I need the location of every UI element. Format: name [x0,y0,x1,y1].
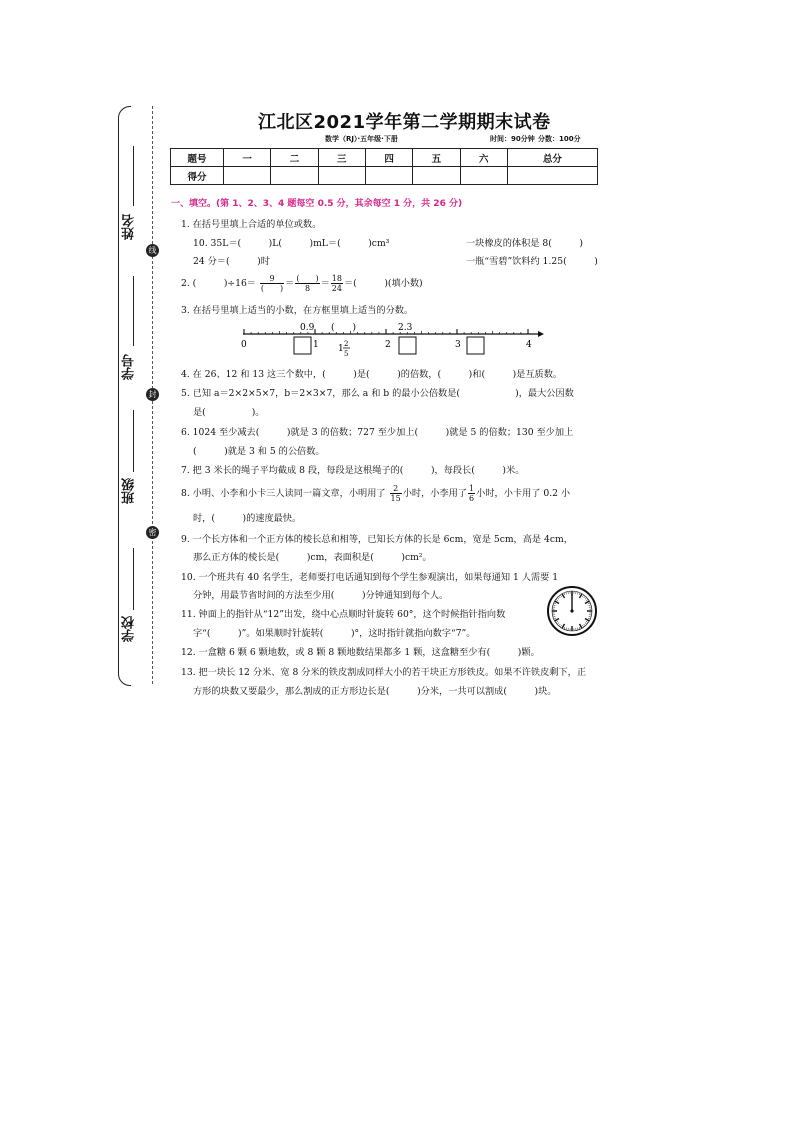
mixed-numerator: 2 [344,340,349,348]
question-1: 1. 在括号里填上合适的单位或数。 [181,219,322,230]
label-0: 0 [241,340,247,350]
label-2: 2 [385,340,391,350]
score-cell[interactable] [271,167,318,185]
q8a-pre: 8. 小明、小李和小卡三人读同一篇文章，小明用了 [181,488,386,499]
q8-f1-numerator: 2 [390,484,402,494]
question-6b: ( )就是 3 和 5 的公倍数。 [193,446,325,457]
score-table-header-row [171,149,598,167]
question-1a: 10. 35L＝( )L( )mL＝( )cm³ [193,238,390,249]
question-9a: 9. 一个长方体和一个正方体的棱长总和相等，已知长方体的长是 6cm，宽是 5cm，高是 4cm， [181,534,573,545]
question-2: 2. ( )÷16＝ $\frac{9}{( )}$ ＝ $\frac{( )}{8}$ ＝ $\frac{18}{24}$ ＝( )(填小数) [181,274,423,293]
question-10b: 分钟，用最节省时间的方法至少用( )分钟通知到每个人。 [193,590,449,601]
question-1d: 一瓶“雪碧”饮料约 1.25( ) [466,256,598,267]
q2-fraction-3 [331,274,343,293]
school-field[interactable] [118,546,142,676]
mixed-denominator: 5 [344,350,349,358]
question-5b: 是( )。 [193,407,265,418]
q8a-post: 小时，小卡用了 0.2 小 [476,488,571,499]
subject-info: 数学（RJ）·五年级·下册 [325,135,398,143]
question-6a: 6. 1024 至少减去( )就是 3 的倍数；727 至少加上( )就是 5 的倍数；130 至少加上 [181,427,574,438]
score-table-col: 四 [365,149,412,167]
score-cell[interactable] [460,167,507,185]
student-id-label: 学号 [122,354,137,380]
question-13b: 方形的块数又要最少，那么割成的正方形边长是( )分米，一共可以割成( )块。 [193,686,557,697]
student-id-field[interactable] [118,266,142,396]
question-8b: 时，( )的速度最快。 [193,513,302,524]
score-table-col: 三 [318,149,365,167]
question-11b: 字“( )”。如果顺时针旋转( )°，这时指针就指向数字“7”。 [193,628,476,639]
seal-xian: 线 [146,244,159,257]
q2-f2-numerator: ( ) [296,274,319,283]
score-table-score-row [171,167,598,185]
label-1: 1 [313,340,319,350]
time-info: 时间：90分钟 [490,135,535,143]
score-table [170,148,598,185]
class-field[interactable] [118,406,142,516]
question-7: 7. 把 3 米长的绳子平均截成 8 段，每段是这根绳子的( )，每段长( )米。 [181,465,525,476]
score-table-col: 总分 [507,149,597,167]
name-line [133,146,134,206]
q8-f2-numerator: 1 [469,484,475,493]
label-4: 4 [526,340,532,350]
q8a-mid: 小时，小李用了 [402,488,468,499]
score-cell[interactable] [365,167,412,185]
score-cell[interactable] [413,167,460,185]
question-5a: 5. 已知 a＝2×2×5×7，b＝2×3×7，那么 a 和 b 的最小公倍数是( )，最大公因数 [181,388,574,399]
score-cell[interactable] [318,167,365,185]
student-id-line [133,276,134,346]
exam-title: 江北区2021学年第二学期期末试卷 [258,112,551,133]
q8-f2-denominator: 6 [469,494,475,503]
q2-f3-numerator: 18 [331,274,342,283]
label-0-9: 0.9 [300,323,315,333]
question-12: 12. 一盒糖 6 颗 6 颗地数，或 8 颗 8 颗地数结果都多 1 颗，这盒糖至少有( )颗。 [181,647,540,658]
label-blank-paren: ( ) [331,323,357,333]
number-line-arrow [538,331,544,337]
question-9b: 那么正方体的棱长是( )cm，表面积是( )cm²。 [193,552,432,563]
q8-fraction-1 [390,484,402,503]
question-10a: 10. 一个班共有 40 名学生，老师要打电话通知到每个学生参观演出，如果每通知 1 人需要 1 [181,572,559,583]
question-3: 3. 在括号里填上适当的小数，在方框里填上适当的分数。 [181,305,414,316]
q2-prefix: 2. ( )÷16＝ [181,278,256,289]
question-1c: 24 分＝( )时 [193,256,270,267]
mixed-whole: 1 [338,344,344,354]
answer-box-2 [399,337,416,354]
answer-box-3 [467,337,484,354]
score-cell[interactable] [224,167,271,185]
section-1-heading: 一、填空。(第 1、2、3、4 题每空 0.5 分，其余每空 1 分，共 26 分) [171,199,463,209]
question-13a: 13. 把一块长 12 分米、宽 8 分米的铁皮割成同样大小的若干块正方形铁皮。如果不许铁皮剩下，正 [181,667,587,678]
score-table-col: 一 [224,149,271,167]
score-table-col: 五 [413,149,460,167]
score-cell[interactable] [507,167,597,185]
label-3: 3 [455,340,461,350]
question-8a [181,484,570,503]
binding-strip [118,106,158,684]
score-table-row-label: 题号 [171,149,224,167]
seal-mi: 密 [146,526,159,539]
score-table-row-label: 得分 [171,167,224,185]
q2-fraction-1 [260,274,284,293]
q2-fraction-2 [295,274,319,293]
q2-f3-denominator: 24 [331,284,342,293]
seal-feng: 封 [146,388,159,401]
q2-suffix: ＝( )(填小数) [343,278,423,289]
answer-box-1 [294,337,311,354]
name-field[interactable] [118,106,142,256]
name-label: 姓名 [122,214,137,240]
clock-face-icon [546,585,598,637]
question-1b: 一块橡皮的体积是 8( ) [466,238,583,249]
q8-fraction-2 [468,484,475,503]
clock-center [570,609,573,612]
question-11a: 11. 钟面上的指针从“12”出发，绕中心点顺时针旋转 60°，这个时候指针指向数 [181,609,506,620]
number-line-ticks [244,329,528,334]
score-table-col: 二 [271,149,318,167]
school-line [133,548,134,610]
score-info: 分数：100分 [538,135,581,143]
label-2-3: 2.3 [398,323,413,333]
class-line [133,410,134,472]
q8-f1-denominator: 15 [390,494,401,503]
q2-f2-denominator: 8 [304,284,311,293]
number-line [238,318,548,358]
question-4: 4. 在 26、12 和 13 这三个数中，( )是( )的倍数，( )和( )是互质数。 [181,369,563,380]
q2-f1-numerator: 9 [260,274,284,284]
school-label: 学校 [122,616,137,642]
score-table-col: 六 [460,149,507,167]
class-label: 班级 [122,478,137,504]
q2-f1-denominator: ( ) [260,284,284,293]
